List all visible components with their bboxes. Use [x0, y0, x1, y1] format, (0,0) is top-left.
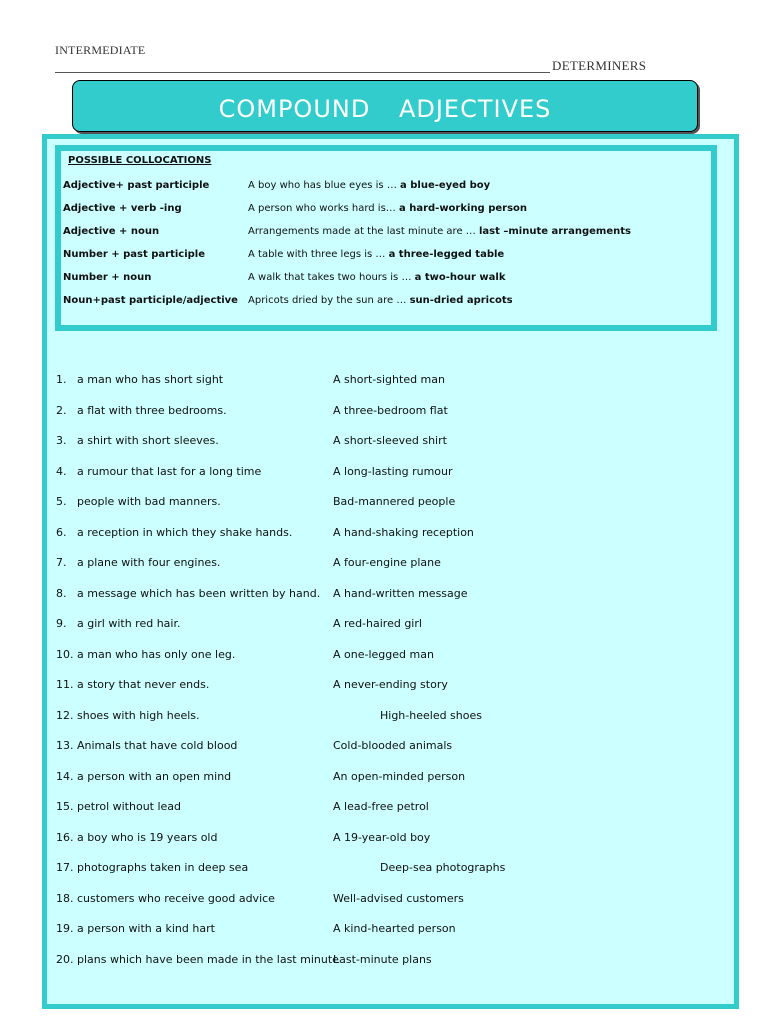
exercise-number: 11. [56, 678, 74, 691]
exercise-row [0, 526, 768, 546]
collocation-row [61, 226, 711, 244]
collocation-row [61, 272, 711, 290]
exercise-answer: An open-minded person [333, 769, 466, 783]
exercise-number: 6. [56, 525, 67, 539]
exercise-row [0, 953, 768, 973]
exercise-answer: A 19-year-old boy [333, 830, 431, 844]
exercise-number: 13. [56, 739, 74, 752]
exercise-phrase: a girl with red hair. [77, 617, 181, 630]
exercise-answer: Well-advised customers [333, 891, 464, 905]
exercise-row [0, 861, 768, 881]
exercise-answer: Deep-sea photographs [380, 861, 506, 874]
exercise-answer: A red-haired girl [333, 617, 422, 630]
exercise-number: 16. [56, 830, 74, 844]
exercise-answer: Cold-blooded animals [333, 739, 453, 752]
exercise-number: 15. [56, 800, 74, 813]
page-title: COMPOUND ADJECTIVES [218, 95, 552, 123]
exercise-row [0, 617, 768, 637]
exercise-number: 18. [56, 891, 74, 905]
collocation-row [61, 295, 711, 313]
exercise-phrase: a boy who is 19 years old [77, 830, 218, 844]
collocation-row [61, 180, 711, 198]
collocation-description [248, 272, 506, 283]
exercise-number: 1. [56, 373, 67, 386]
exercise-number: 10. [56, 647, 74, 661]
exercise-phrase: a story that never ends. [77, 678, 210, 691]
exercise-phrase: a person with a kind hart [77, 922, 215, 935]
collocation-pattern: Adjective + verb -ing [63, 203, 182, 214]
exercise-row [0, 587, 768, 607]
exercise-phrase: a flat with three bedrooms. [77, 403, 227, 417]
exercise-answer: A kind-hearted person [333, 922, 456, 935]
exercise-phrase: a person with an open mind [77, 769, 232, 783]
exercise-phrase: Animals that have cold blood [77, 739, 238, 752]
title-banner [72, 80, 698, 132]
exercise-phrase: shoes with high heels. [77, 708, 200, 722]
exercise-row [0, 404, 768, 424]
exercise-answer: A one-legged man [333, 647, 434, 661]
collocation-example: a hard-working person [398, 203, 528, 214]
exercise-phrase: a man who has short sight [77, 373, 224, 386]
level-label: INTERMEDIATE [55, 43, 146, 57]
collocation-description [248, 226, 631, 237]
exercise-row [0, 678, 768, 698]
collocation-description-text: Arrangements made at the last minute are … [248, 226, 476, 237]
exercise-row [0, 892, 768, 912]
exercise-row [0, 465, 768, 485]
collocation-example: a three-legged table [388, 249, 505, 260]
exercise-row [0, 739, 768, 759]
exercise-phrase: a shirt with short sleeves. [77, 434, 219, 447]
exercise-row [0, 434, 768, 454]
exercise-answer: A short-sleeved shirt [333, 434, 447, 447]
collocation-description-text: A walk that takes two hours is … [248, 272, 412, 283]
collocation-example: a two-hour walk [414, 272, 506, 283]
exercise-phrase: photographs taken in deep sea [77, 861, 249, 874]
exercise-row [0, 770, 768, 790]
exercise-row [0, 495, 768, 515]
exercise-answer: A long-lasting rumour [333, 464, 453, 478]
exercise-phrase: customers who receive good advice [77, 891, 275, 905]
exercise-phrase: a rumour that last for a long time [77, 464, 262, 478]
exercise-phrase: petrol without lead [77, 800, 182, 813]
collocation-description-text: A table with three legs is … [248, 249, 386, 260]
exercise-number: 2. [56, 403, 67, 417]
exercise-phrase: a man who has only one leg. [77, 647, 236, 661]
exercise-answer: A hand-written message [333, 586, 468, 600]
exercise-answer: A short-sighted man [333, 373, 445, 386]
collocation-description-text: A boy who has blue eyes is … [248, 180, 397, 191]
exercise-row [0, 648, 768, 668]
collocations-heading: POSSIBLE COLLOCATIONS [68, 155, 212, 166]
exercise-answer: High-heeled shoes [380, 708, 482, 722]
collocation-row [61, 203, 711, 221]
collocation-example: sun-dried apricots [409, 295, 513, 306]
collocation-description [248, 203, 527, 214]
exercise-number: 4. [56, 464, 67, 478]
collocation-description [248, 295, 513, 306]
exercise-answer: Last-minute plans [333, 952, 432, 966]
exercise-row [0, 556, 768, 576]
exercise-number: 8. [56, 586, 67, 600]
exercise-row [0, 831, 768, 851]
exercise-row [0, 922, 768, 942]
collocation-pattern: Adjective + noun [63, 226, 160, 237]
exercise-answer: A hand-shaking reception [333, 525, 474, 539]
exercise-phrase: a message which has been written by hand. [77, 586, 321, 600]
exercise-row [0, 373, 768, 393]
exercise-phrase: people with bad manners. [77, 495, 221, 508]
collocation-row [61, 249, 711, 267]
header-rule [55, 72, 550, 73]
exercise-number: 9. [56, 617, 67, 630]
collocation-description-text: A person who works hard is… [248, 203, 396, 214]
collocation-description [248, 180, 490, 191]
exercise-number: 20. [56, 952, 74, 966]
exercise-answer: A never-ending story [333, 678, 448, 691]
exercise-phrase: a reception in which they shake hands. [77, 525, 293, 539]
collocation-example: a blue-eyed boy [400, 180, 491, 191]
collocations-box [55, 145, 717, 331]
collocation-pattern: Number + noun [63, 272, 152, 283]
exercise-row [0, 800, 768, 820]
collocation-description-text: Apricots dried by the sun are … [248, 295, 407, 306]
exercise-answer: A lead-free petrol [333, 800, 429, 813]
exercise-number: 14. [56, 769, 74, 783]
exercise-number: 7. [56, 556, 67, 569]
exercise-answer: Bad-mannered people [333, 495, 456, 508]
exercise-answer: A four-engine plane [333, 556, 441, 569]
exercise-row [0, 709, 768, 729]
unit-label: DETERMINERS [552, 58, 647, 73]
exercise-number: 3. [56, 434, 67, 447]
collocation-pattern: Adjective+ past participle [63, 180, 210, 191]
collocation-pattern: Noun+past participle/adjective [63, 295, 238, 306]
exercise-phrase: a plane with four engines. [77, 556, 221, 569]
collocation-example: last –minute arrangements [478, 226, 631, 237]
exercise-number: 5. [56, 495, 67, 508]
exercise-phrase: plans which have been made in the last minute [77, 952, 339, 966]
exercise-number: 17. [56, 861, 74, 874]
collocation-pattern: Number + past participle [63, 249, 206, 260]
exercise-number: 12. [56, 708, 74, 722]
exercise-answer: A three-bedroom flat [333, 403, 448, 417]
collocation-description [248, 249, 504, 260]
exercise-number: 19. [56, 922, 74, 935]
